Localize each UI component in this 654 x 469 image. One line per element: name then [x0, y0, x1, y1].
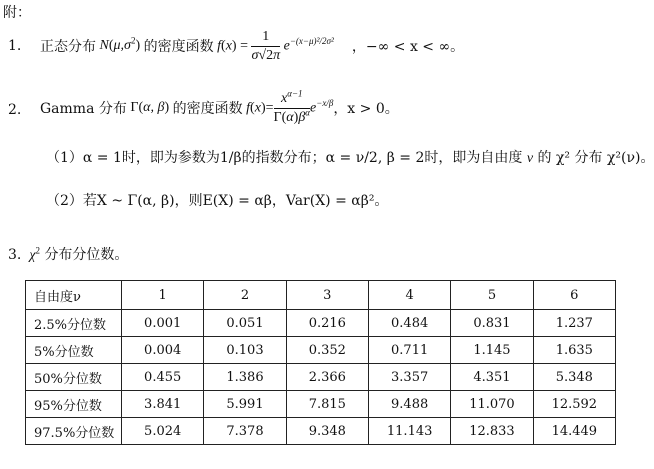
item2-text: Gamma 分布: [40, 101, 127, 117]
table-cell: 2.5%分位数: [26, 310, 122, 337]
table-header-row: [26, 281, 616, 310]
normal-density-formula: f(x) = $\frac{1}{\sigma√2\pi}$ $e^{-(x-\mu)^2/2\sigma^2}$: [213, 28, 334, 63]
table-cell: 0.216: [286, 310, 368, 337]
table-cell: 0.455: [122, 364, 204, 391]
item2-cond: ，x > 0。: [333, 101, 399, 117]
table-cell: 50%分位数: [26, 364, 122, 391]
table-cell: 95%分位数: [26, 391, 122, 418]
table-cell: 7.378: [204, 418, 286, 445]
table-cell: 97.5%分位数: [26, 418, 122, 445]
table-cell: 1.145: [451, 337, 533, 364]
table-cell: 1.237: [533, 310, 615, 337]
table-row: [26, 310, 616, 337]
table-header-cell: 1: [122, 281, 204, 310]
table-cell: 0.051: [204, 310, 286, 337]
item2-number: 2.: [8, 102, 22, 118]
table-header-cell: 2: [204, 281, 286, 310]
table-row: [26, 364, 616, 391]
table-header-cell: 6: [533, 281, 615, 310]
table-cell: 7.815: [286, 391, 368, 418]
item2-sub2: （2）若X ~ Γ(α, β)，则E(X) = αβ，Var(X) = αβ²。: [46, 193, 389, 209]
table-header-cell: 自由度ν: [26, 281, 122, 310]
table-cell: 14.449: [533, 418, 615, 445]
item2-sub1-suffix: 的 χ² 分布 χ²(ν)。: [537, 150, 654, 166]
item2-sub1: [46, 147, 654, 167]
table-cell: 9.488: [368, 391, 450, 418]
item1-line: [40, 26, 464, 66]
table-cell: 4.351: [451, 364, 533, 391]
item3-number: 3.: [8, 247, 22, 263]
item1-text: 正态分布: [40, 39, 96, 55]
item3-line: [8, 244, 128, 264]
gamma-density-formula: f(x)= $\frac{x^{\alpha-1}}{\Gamma(\alpha)\beta^\alpha}$ $e^{-x/\beta}$: [242, 87, 334, 125]
table-cell: 5.348: [533, 364, 615, 391]
table-cell: 0.831: [451, 310, 533, 337]
normal-notation: $N(\mu,\sigma^2)$: [96, 35, 141, 53]
chi-square-quantile-table: [25, 280, 616, 445]
table-cell: 2.366: [286, 364, 368, 391]
table-cell: 0.352: [286, 337, 368, 364]
table-cell: 5%分位数: [26, 337, 122, 364]
table-cell: 11.070: [451, 391, 533, 418]
table-cell: 1.635: [533, 337, 615, 364]
gamma-notation: Γ(α, β): [130, 100, 170, 115]
item2-text2: 的密度函数: [172, 101, 243, 117]
table-row: [26, 337, 616, 364]
table-cell: 0.484: [368, 310, 450, 337]
nu-symbol: ν: [526, 151, 534, 166]
table-header-cell: 4: [368, 281, 450, 310]
item2-sub1-prefix: （1）α = 1时，即为参数为1/β的指数分布；α = ν/2, β = 2时，即为自由度: [46, 150, 523, 166]
table-cell: 0.001: [122, 310, 204, 337]
table-cell: 0.103: [204, 337, 286, 364]
table-cell: 5.024: [122, 418, 204, 445]
item1-text2: 的密度函数: [143, 39, 214, 55]
chi-square-symbol: $\chi^2$: [25, 245, 40, 263]
table-cell: 0.004: [122, 337, 204, 364]
table-cell: 11.143: [368, 418, 450, 445]
item1-number: 1.: [8, 38, 22, 54]
table-cell: 3.357: [368, 364, 450, 391]
item3-title: 分布分位数。: [44, 247, 129, 263]
item2-line: [40, 86, 399, 130]
table-row: [26, 391, 616, 418]
table-cell: 3.841: [122, 391, 204, 418]
table-cell: 1.386: [204, 364, 286, 391]
appendix-heading: 附：: [3, 5, 31, 21]
table-header-cell: 3: [286, 281, 368, 310]
table-cell: 9.348: [286, 418, 368, 445]
table-cell: 12.592: [533, 391, 615, 418]
table-cell: 0.711: [368, 337, 450, 364]
table-cell: 12.833: [451, 418, 533, 445]
table-row: [26, 418, 616, 445]
table-header-cell: 5: [451, 281, 533, 310]
item1-range: ，−∞ < x < ∞。: [351, 39, 465, 55]
table-cell: 5.991: [204, 391, 286, 418]
